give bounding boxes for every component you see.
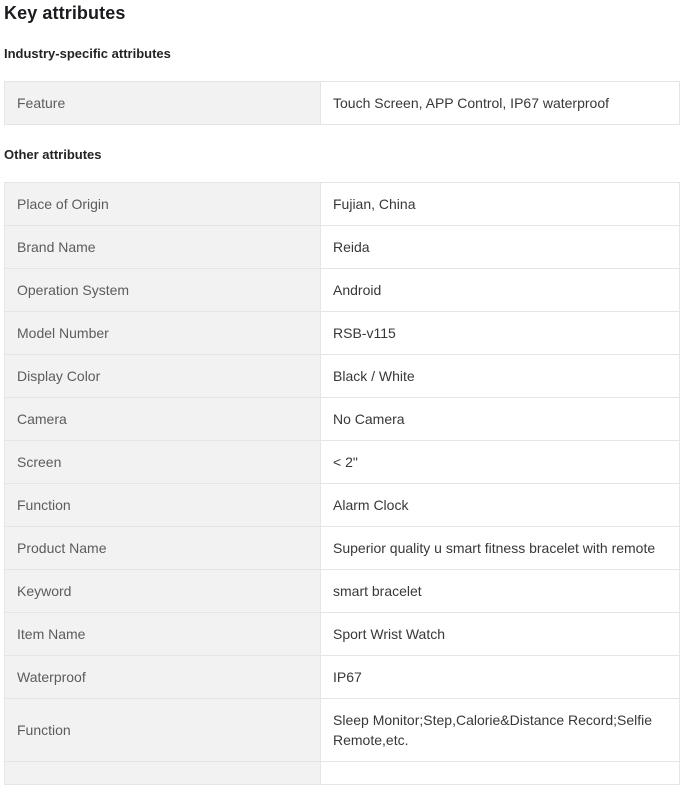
attributes-table-body <box>5 183 680 785</box>
attribute-label: Place of Origin <box>5 183 321 226</box>
attribute-value: Sport Wrist Watch <box>321 613 680 656</box>
attribute-value: IP67 <box>321 656 680 699</box>
attribute-label: Camera <box>5 398 321 441</box>
attribute-label: Item Name <box>5 613 321 656</box>
attribute-row <box>5 312 680 355</box>
attribute-value <box>321 762 680 785</box>
attribute-row <box>5 699 680 762</box>
attribute-row <box>5 269 680 312</box>
attribute-row <box>5 484 680 527</box>
attribute-label: Screen <box>5 441 321 484</box>
attribute-row <box>5 762 680 785</box>
attributes-table <box>4 81 680 125</box>
attribute-value: RSB-v115 <box>321 312 680 355</box>
attributes-section <box>4 147 680 785</box>
attribute-label: Operation System <box>5 269 321 312</box>
attribute-label: Product Name <box>5 527 321 570</box>
attribute-label: Function <box>5 484 321 527</box>
attribute-row <box>5 441 680 484</box>
attribute-row <box>5 570 680 613</box>
attributes-sections <box>4 46 680 785</box>
attribute-label: Brand Name <box>5 226 321 269</box>
section-heading: Other attributes <box>4 147 102 162</box>
attributes-section <box>4 46 680 125</box>
attribute-label: Function <box>5 699 321 762</box>
attribute-value: Alarm Clock <box>321 484 680 527</box>
attribute-value: Android <box>321 269 680 312</box>
attribute-value: Superior quality u smart fitness bracelet with remote <box>321 527 680 570</box>
attributes-table <box>4 182 680 785</box>
attribute-value: Touch Screen, APP Control, IP67 waterproof <box>321 82 680 125</box>
attribute-row <box>5 183 680 226</box>
attribute-value: Reida <box>321 226 680 269</box>
attribute-row <box>5 226 680 269</box>
attribute-value: No Camera <box>321 398 680 441</box>
section-heading: Industry-specific attributes <box>4 46 171 61</box>
attribute-label: Model Number <box>5 312 321 355</box>
attribute-row <box>5 355 680 398</box>
attribute-row <box>5 398 680 441</box>
attribute-value: Fujian, China <box>321 183 680 226</box>
attribute-value: Black / White <box>321 355 680 398</box>
attribute-label: Keyword <box>5 570 321 613</box>
attribute-row <box>5 656 680 699</box>
attribute-row <box>5 613 680 656</box>
attribute-row <box>5 82 680 125</box>
attribute-row <box>5 527 680 570</box>
attribute-label <box>5 762 321 785</box>
attribute-value: Sleep Monitor;Step,Calorie&Distance Record;Selfie Remote,etc. <box>321 699 680 762</box>
attribute-label: Waterproof <box>5 656 321 699</box>
attribute-label: Display Color <box>5 355 321 398</box>
attribute-value: smart bracelet <box>321 570 680 613</box>
page-title: Key attributes <box>4 3 126 23</box>
attribute-label: Feature <box>5 82 321 125</box>
attribute-value: < 2" <box>321 441 680 484</box>
attributes-table-body <box>5 82 680 125</box>
